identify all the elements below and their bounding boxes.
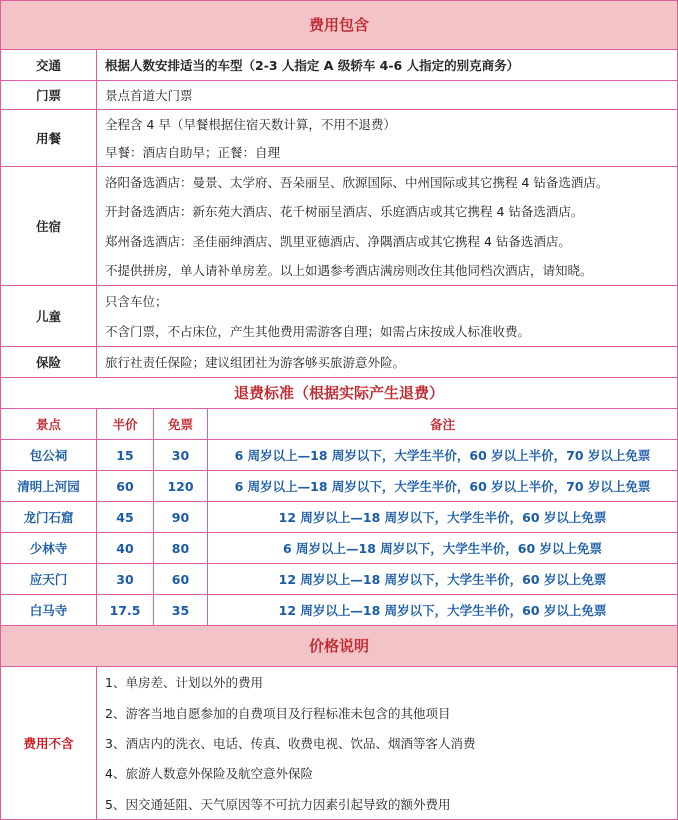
spot-name: 少林寺: [1, 533, 97, 563]
exclude-item: 3、酒店内的洗衣、电话、传真、收费电视、饮品、烟酒等客人消费: [105, 735, 476, 751]
half-price: 17.5: [97, 595, 154, 625]
exclude-item: 2、游客当地自愿参加的自费项目及行程标准未包含的其他项目: [105, 705, 451, 721]
half-price: 30: [97, 564, 154, 594]
spot-name: 清明上河园: [1, 471, 97, 501]
table-row: [1, 471, 677, 502]
row-text: 全程含 4 早（早餐根据住宿天数计算，不用不退费）: [105, 117, 396, 132]
exclude-label: 费用不含: [1, 667, 97, 819]
row-text: 只含车位；: [105, 294, 168, 309]
spot-name: 应天门: [1, 564, 97, 594]
spot-name: 包公祠: [1, 440, 97, 470]
row-hotel: [1, 167, 677, 286]
exclude-item: 4、旅游人数意外保险及航空意外保险: [105, 766, 313, 782]
free-price: 60: [154, 564, 208, 594]
row-child: [1, 286, 677, 347]
half-price: 60: [97, 471, 154, 501]
refund-title: 退费标准（根据实际产生退费）: [1, 378, 677, 409]
note: 6 周岁以上—18 周岁以下，大学生半价，60 岁以上免票: [282, 541, 603, 556]
refund-header: [1, 409, 677, 440]
exclude-item: 5、因交通延阻、天气原因等不可抗力因素引起导致的额外费用: [105, 796, 451, 812]
row-label: 儿童: [1, 286, 97, 346]
table-row: [1, 502, 677, 533]
row-label: 交通: [1, 50, 97, 80]
row-exclude: [1, 667, 677, 819]
note: 6 周岁以上—18 周岁以下，大学生半价，60 岁以上半价，70 岁以上免票: [234, 448, 651, 463]
row-label: 用餐: [1, 110, 97, 166]
row-text: 郑州备选酒店：圣佳丽绅酒店、凯里亚德酒店、净隅酒店或其它携程 4 钻备选酒店。: [105, 233, 571, 249]
row-text: 洛阳备选酒店：曼景、太学府、吾朵丽呈、欣源国际、中州国际或其它携程 4 钻备选酒店。: [105, 174, 609, 190]
row-text: 早餐：酒店自助早；正餐：自理: [105, 145, 281, 160]
row-meal: [1, 110, 677, 167]
note: 12 周岁以上—18 周岁以下，大学生半价，60 岁以上免票: [278, 603, 607, 618]
row-ticket: [1, 81, 677, 110]
half-price: 45: [97, 502, 154, 532]
free-price: 30: [154, 440, 208, 470]
half-price: 40: [97, 533, 154, 563]
spot-name: 龙门石窟: [1, 502, 97, 532]
free-price: 35: [154, 595, 208, 625]
header-note: 备注: [429, 417, 455, 432]
spot-name: 白马寺: [1, 595, 97, 625]
table-row: [1, 440, 677, 471]
row-label: 保险: [1, 347, 97, 377]
row-label: 住宿: [1, 167, 97, 285]
free-price: 80: [154, 533, 208, 563]
free-price: 120: [154, 471, 208, 501]
row-text: 不含门票，不占床位，产生其他费用需游客自理；如需占床按成人标准收费。: [105, 324, 531, 339]
table-row: [1, 564, 677, 595]
exclude-item: 1、单房差、计划以外的费用: [105, 675, 263, 691]
half-price: 15: [97, 440, 154, 470]
free-price: 90: [154, 502, 208, 532]
note: 12 周岁以上—18 周岁以下，大学生半价，60 岁以上免票: [278, 510, 607, 525]
header-free: 免票: [154, 409, 208, 439]
table-row: [1, 595, 677, 626]
header-half: 半价: [97, 409, 154, 439]
table-row: [1, 533, 677, 564]
row-insurance: [1, 347, 677, 378]
note: 12 周岁以上—18 周岁以下，大学生半价，60 岁以上免票: [278, 572, 607, 587]
row-text: 不提供拼房，单人请补单房差。以上如遇参考酒店满房则改住其他同档次酒店，请知晓。: [105, 263, 593, 279]
row-text: 景点首道大门票: [105, 88, 193, 103]
row-transport: [1, 50, 677, 81]
row-text: 开封备选酒店：新东苑大酒店、花千树丽呈酒店、乐庭酒店或其它携程 4 钻备选酒店。: [105, 204, 584, 220]
note: 6 周岁以上—18 周岁以下，大学生半价，60 岁以上半价，70 岁以上免票: [234, 479, 651, 494]
row-label: 门票: [1, 81, 97, 109]
price-title: 价格说明: [1, 626, 677, 667]
row-text: 根据人数安排适当的车型（2-3 人指定 A 级轿车 4-6 人指定的别克商务）: [105, 58, 520, 73]
header-spot: 景点: [1, 409, 97, 439]
row-text: 旅行社责任保险；建议组团社为游客够买旅游意外险。: [105, 355, 406, 370]
fee-include-title: 费用包含: [1, 1, 677, 50]
